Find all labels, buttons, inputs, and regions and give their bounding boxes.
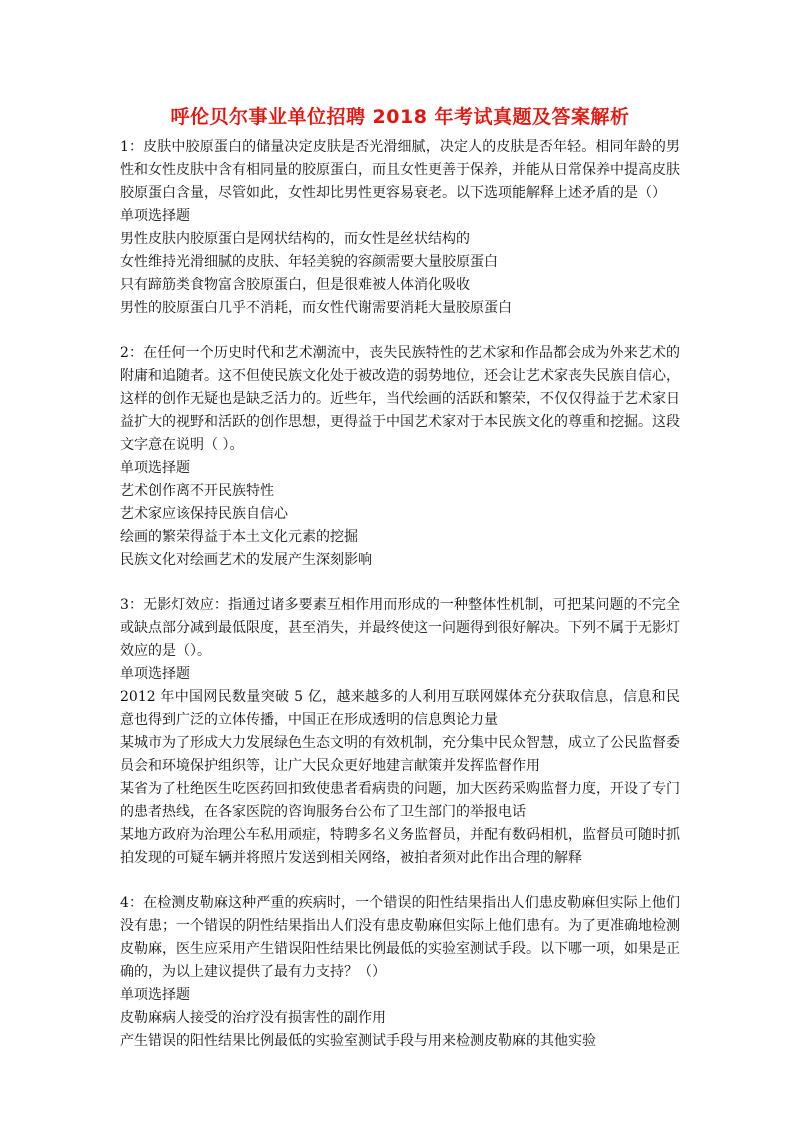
question-1 bbox=[120, 136, 680, 320]
question-text: 2：在任何一个历史时代和艺术潮流中，丧失民族特性的艺术家和作品都会成为外来艺术的附庸和追随者。这不但使民族文化处于被改造的弱势地位，还会让艺术家丧失民族自信心，这样的创作无疑也是缺乏活力的。近些年，当代绘画的活跃和繁荣，不仅仅得益于艺术家日益扩大的视野和活跃的创作思想，更得益于中国艺术家对于本民族文化的尊重和挖掘。这段文字意在说明（ ）。 bbox=[120, 345, 680, 453]
option-a: 男性皮肤内胶原蛋白是网状结构的，而女性是丝状结构的 bbox=[120, 231, 470, 247]
question-text: 4：在检测皮勒麻这种严重的疾病时，一个错误的阳性结果指出人们患皮勒麻但实际上他们没有患；一个错误的阴性结果指出人们没有患皮勒麻但实际上他们患有。为了更准确地检测皮勒麻，医生应采用产生错误阳性结果比例最低的实验室测试手段。以下哪一项，如果是正确的，为以上建议提供了最有力支持？（） bbox=[120, 895, 680, 980]
option-b: 艺术家应该保持民族自信心 bbox=[120, 506, 288, 522]
question-4 bbox=[120, 892, 680, 1053]
option-c: 绘画的繁荣得益于本土文化元素的挖掘 bbox=[120, 529, 358, 545]
question-2 bbox=[120, 342, 680, 572]
option-b: 女性维持光滑细腻的皮肤、年轻美貌的容颜需要大量胶原蛋白 bbox=[120, 254, 498, 270]
option-c: 只有蹄筋类食物富含胶原蛋白，但是很难被人体消化吸收 bbox=[120, 277, 470, 293]
option-d: 男性的胶原蛋白几乎不消耗，而女性代谢需要消耗大量胶原蛋白 bbox=[120, 300, 512, 316]
question-text: 1：皮肤中胶原蛋白的储量决定皮肤是否光滑细腻，决定人的皮肤是否年轻。相同年龄的男性和女性皮肤中含有相同量的胶原蛋白，而且女性更善于保养，并能从日常保养中提高皮肤胶原蛋白含量，尽管如此，女性却比男性更容易衰老。以下选项能解释上述矛盾的是（） bbox=[120, 139, 680, 201]
option-a: 皮勒麻病人接受的治疗没有损害性的副作用 bbox=[120, 1010, 386, 1026]
question-text: 3：无影灯效应：指通过诸多要素互相作用而形成的一种整体性机制，可把某问题的不完全或缺点部分减到最低限度，甚至消失，并最终使这一问题得到很好解决。下列不属于无影灯效应的是（）。 bbox=[120, 597, 680, 659]
option-d: 民族文化对绘画艺术的发展产生深刻影响 bbox=[120, 552, 372, 568]
option-b: 产生错误的阳性结果比例最低的实验室测试手段与用来检测皮勒麻的其他实验 bbox=[120, 1033, 596, 1049]
option-a: 2012 年中国网民数量突破 5 亿，越来越多的人利用互联网媒体充分获取信息，信息和民意也得到广泛的立体传播，中国正在形成透明的信息舆论力量 bbox=[120, 689, 680, 728]
question-type: 单项选择题 bbox=[120, 987, 190, 1003]
question-type: 单项选择题 bbox=[120, 208, 190, 224]
option-d: 某地方政府为治理公车私用顽症，特聘多名义务监督员，并配有数码相机，监督员可随时抓拍发现的可疑车辆并将照片发送到相关网络，被拍者须对此作出合理的解释 bbox=[120, 827, 680, 866]
document-page bbox=[120, 104, 680, 1075]
option-b: 某城市为了形成大力发展绿色生态文明的有效机制，充分集中民众智慧，成立了公民监督委员会和环境保护组织等，让广大民众更好地建言献策并发挥监督作用 bbox=[120, 735, 680, 774]
page-title: 呼伦贝尔事业单位招聘 2018 年考试真题及答案解析 bbox=[170, 106, 630, 128]
option-c: 某省为了杜绝医生吃医药回扣致使患者看病贵的问题，加大医药采购监督力度，开设了专门的患者热线，在各家医院的咨询服务台公布了卫生部门的举报电话 bbox=[120, 781, 680, 820]
option-a: 艺术创作离不开民族特性 bbox=[120, 483, 274, 499]
question-3 bbox=[120, 594, 680, 870]
question-type: 单项选择题 bbox=[120, 666, 190, 682]
question-type: 单项选择题 bbox=[120, 460, 190, 476]
